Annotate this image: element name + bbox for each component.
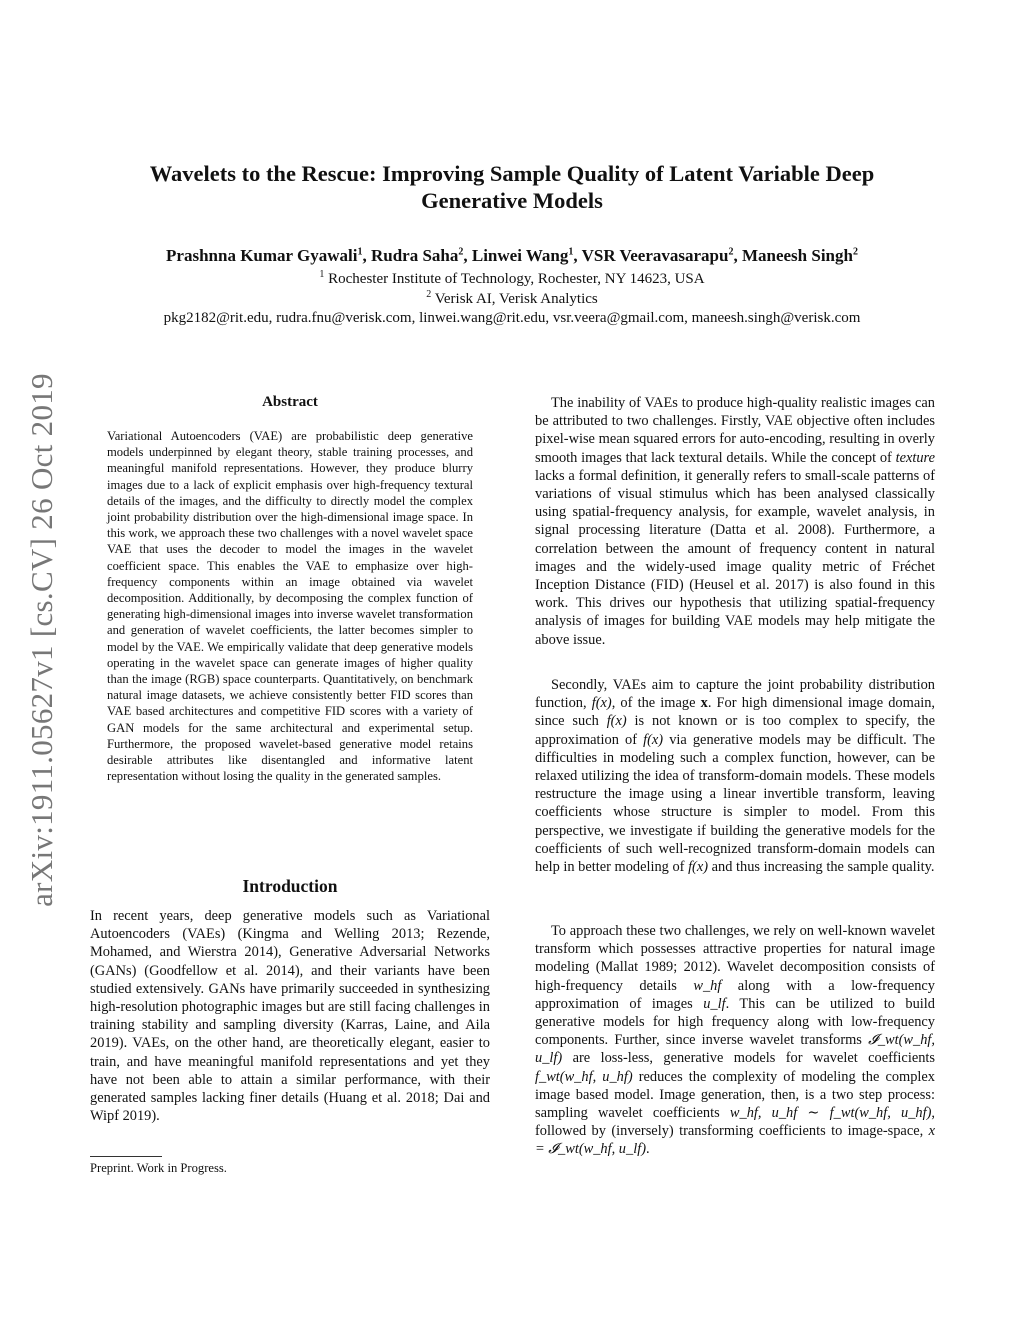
paragraph-text: lacks a formal definition, it generally refers to small-scale patterns of variations of visual stimulus which has been analysed classically using spatial-frequency analysis, for example, wavelet analysis, in signal processing literature (Datta et al. 2008). Furthermore, a correlation between the amount of frequency content in natural images and the widely-used image quality metric of Fréchet Inception Distance (FID) (Heusel et al. 2017) is also found in this work. This drives our hypothesis that utilizing spatial-frequency analysis of images for building VAE models may help mitigate the above issue. xyxy=(535,467,935,648)
paragraph-text: , followed by (inversely) transforming coefficients to image-space, xyxy=(535,1105,935,1140)
math-inline: x xyxy=(700,695,708,712)
right-paragraph-2 xyxy=(535,676,935,876)
paragraph-text: are loss-less, generative models for wavelet coefficients xyxy=(562,1050,935,1067)
paragraph-text: and thus increasing the sample quality. xyxy=(708,859,935,876)
math-inline: u_lf xyxy=(703,995,726,1012)
author-name: Linwei Wang xyxy=(471,246,569,265)
author-affiliation-mark: 1 xyxy=(568,246,574,258)
abstract-text: Variational Autoencoders (VAE) are probabilistic deep generative models underpinned by elegant theory, stable training processes, and meaningful manifold representations. However, they produce blurry images due to a lack of explicit emphasis over high-frequency textural details of the images, and the difficulty to directly model the complex joint probability distribution over the high-dimensional image space. In this work, we approach these two challenges with a novel wavelet space VAE that uses the decoder to model the images in the wavelet coefficient space. This enables the VAE to emphasize over high-frequency components within an image obtained via wavelet decomposition. Additionally, by decomposing the complex function of generating high-dimensional images into inverse wavelet transformation and generation of wavelet coefficients, the latter becomes simpler to model by the VAE. We empirically validate that deep generative models operating in the wavelet space can generate images of higher quality than the image (RGB) space counterparts. Quantitatively, on benchmark natural image datasets, we achieve consistently better FID scores than VAE based architectures and competitive FID scores with a variety of GAN models for the same architectural and experimental setup. Furthermore, the proposed wavelet-based generative model retains desirable attributes like disentangled and informative latent representation without losing the quality in the generated samples. xyxy=(107,429,473,784)
introduction-heading: Introduction xyxy=(242,876,338,896)
author-name: Rudra Saha xyxy=(370,246,459,265)
paragraph-text: . For high dimensional image domain, since such xyxy=(535,695,935,730)
paragraph-text: Secondly, VAEs aim to capture the joint probability distribution function, xyxy=(535,677,935,712)
math-inline: 𝓘_wt(w_hf, u_lf) xyxy=(535,1032,935,1067)
math-inline: f(x) xyxy=(688,859,709,876)
paper-title: Wavelets to the Rescue: Improving Sample Quality of Latent Variable Deep Generative Models xyxy=(149,161,875,213)
emphasis-texture: texture xyxy=(895,449,935,466)
math-inline: f(x) xyxy=(643,731,664,748)
footnote: Preprint. Work in Progress. xyxy=(90,1161,227,1175)
math-inline: x = 𝓘_wt(w_hf, u_lf) xyxy=(535,1123,935,1158)
paragraph-text: reduces the complexity of modeling the complex image based model. Image generation, then, is a two step process: sampling wavelet coefficients xyxy=(535,1068,935,1122)
affiliation xyxy=(60,290,964,309)
affiliation-mark: 1 xyxy=(319,269,325,280)
right-paragraph-1 xyxy=(535,394,935,649)
paragraph-text: is not known or is too complex to specify, the approximation of xyxy=(535,713,935,748)
introduction-paragraph: In recent years, deep generative models such as Variational Autoencoders (VAEs) (Kingma and Welling 2013; Rezende, Mohamed, and Wierstra 2014), Generative Adversarial Networks (GANs) (Goodfellow et al. 2014), and their variants have been studied extensively. GANs have primarily succeeded in synthesizing high-resolution photographic images but are still facing challenges in training stability and sampling diversity (Karras, Laine, and Aila 2019). VAEs, on the other hand, are theoretically elegant, easier to train, and have meaningful manifold representations and yet they have not been able to attain a similar performance, with their generated samples lacking finer details (Huang et al. 2018; Dai and Wipf 2019). xyxy=(90,908,490,1125)
paragraph-text: The inability of VAEs to produce high-quality realistic images can be attributed to two challenges. Firstly, VAE objective often includes pixel-wise mean squared errors for auto-encoding, resulting in overly smooth images that lack textural details. While the concept of xyxy=(535,395,935,466)
author-name: VSR Veeravasarapu xyxy=(581,246,729,265)
math-inline: w_hf, u_hf ∼ f_wt(w_hf, u_hf) xyxy=(729,1105,932,1122)
affiliation-text: Verisk AI, Verisk Analytics xyxy=(434,291,598,307)
math-inline: f_wt(w_hf, u_hf) xyxy=(535,1068,633,1085)
author-list: Prashnna Kumar Gyawali$^1$, Rudra Saha$^2$, Linwei Wang$^1$, VSR Veeravasarapu$^2$, Maneesh Singh$^2$ xyxy=(166,246,858,265)
author-affiliation-mark: 1 xyxy=(357,246,363,258)
paragraph-text: , of the image xyxy=(611,695,701,712)
author-affiliation-mark: 2 xyxy=(728,246,734,258)
paragraph-text: To approach these two challenges, we rely on well-known wavelet transform which possesses attractive properties for natural image modeling (Mallat 1989; 2012). Wavelet decomposition consists of high-frequency details xyxy=(535,923,935,994)
paragraph-text: via generative models may be difficult. The difficulties in modeling such a complex function, however, can be relaxed utilizing the idea of transform-domain models. These models restructure the image using a linear invertible transform, leaving coefficients whose structure is simpler to model. From this perspective, we investigate if building the generative models for the coefficients of such well-recognized transform-domain models can help in better modeling of xyxy=(535,731,935,876)
footnote-rule xyxy=(90,1156,162,1157)
math-inline: w_hf xyxy=(693,977,722,994)
math-inline: f(x) xyxy=(606,713,627,730)
math-inline: f(x) xyxy=(591,695,612,712)
paragraph-text: . xyxy=(645,1141,650,1158)
affiliation-text: Rochester Institute of Technology, Rochester, NY 14623, USA xyxy=(328,271,705,287)
right-paragraph-3 xyxy=(535,922,935,1159)
author-affiliation-mark: 2 xyxy=(852,246,858,258)
author-name: Prashnna Kumar Gyawali xyxy=(166,246,358,265)
affiliation-mark: 2 xyxy=(426,289,432,300)
arxiv-identifier: arXiv:1911.05627v1 [cs.CV] 26 Oct 2019 xyxy=(24,373,59,907)
author-name: Maneesh Singh xyxy=(741,246,853,265)
affiliation xyxy=(60,270,964,289)
paragraph-text: . This can be utilized to build generative models for high frequency along with low-frequency components. Further, since inverse wavelet transforms xyxy=(535,995,935,1049)
abstract-heading: Abstract xyxy=(262,394,318,410)
author-affiliation-mark: 2 xyxy=(458,246,464,258)
paragraph-text: along with a low-frequency approximation of images xyxy=(535,977,935,1012)
author-emails: pkg2182@rit.edu, rudra.fnu@verisk.com, linwei.wang@rit.edu, vsr.veera@gmail.com, maneesh.singh@verisk.com xyxy=(163,310,861,326)
